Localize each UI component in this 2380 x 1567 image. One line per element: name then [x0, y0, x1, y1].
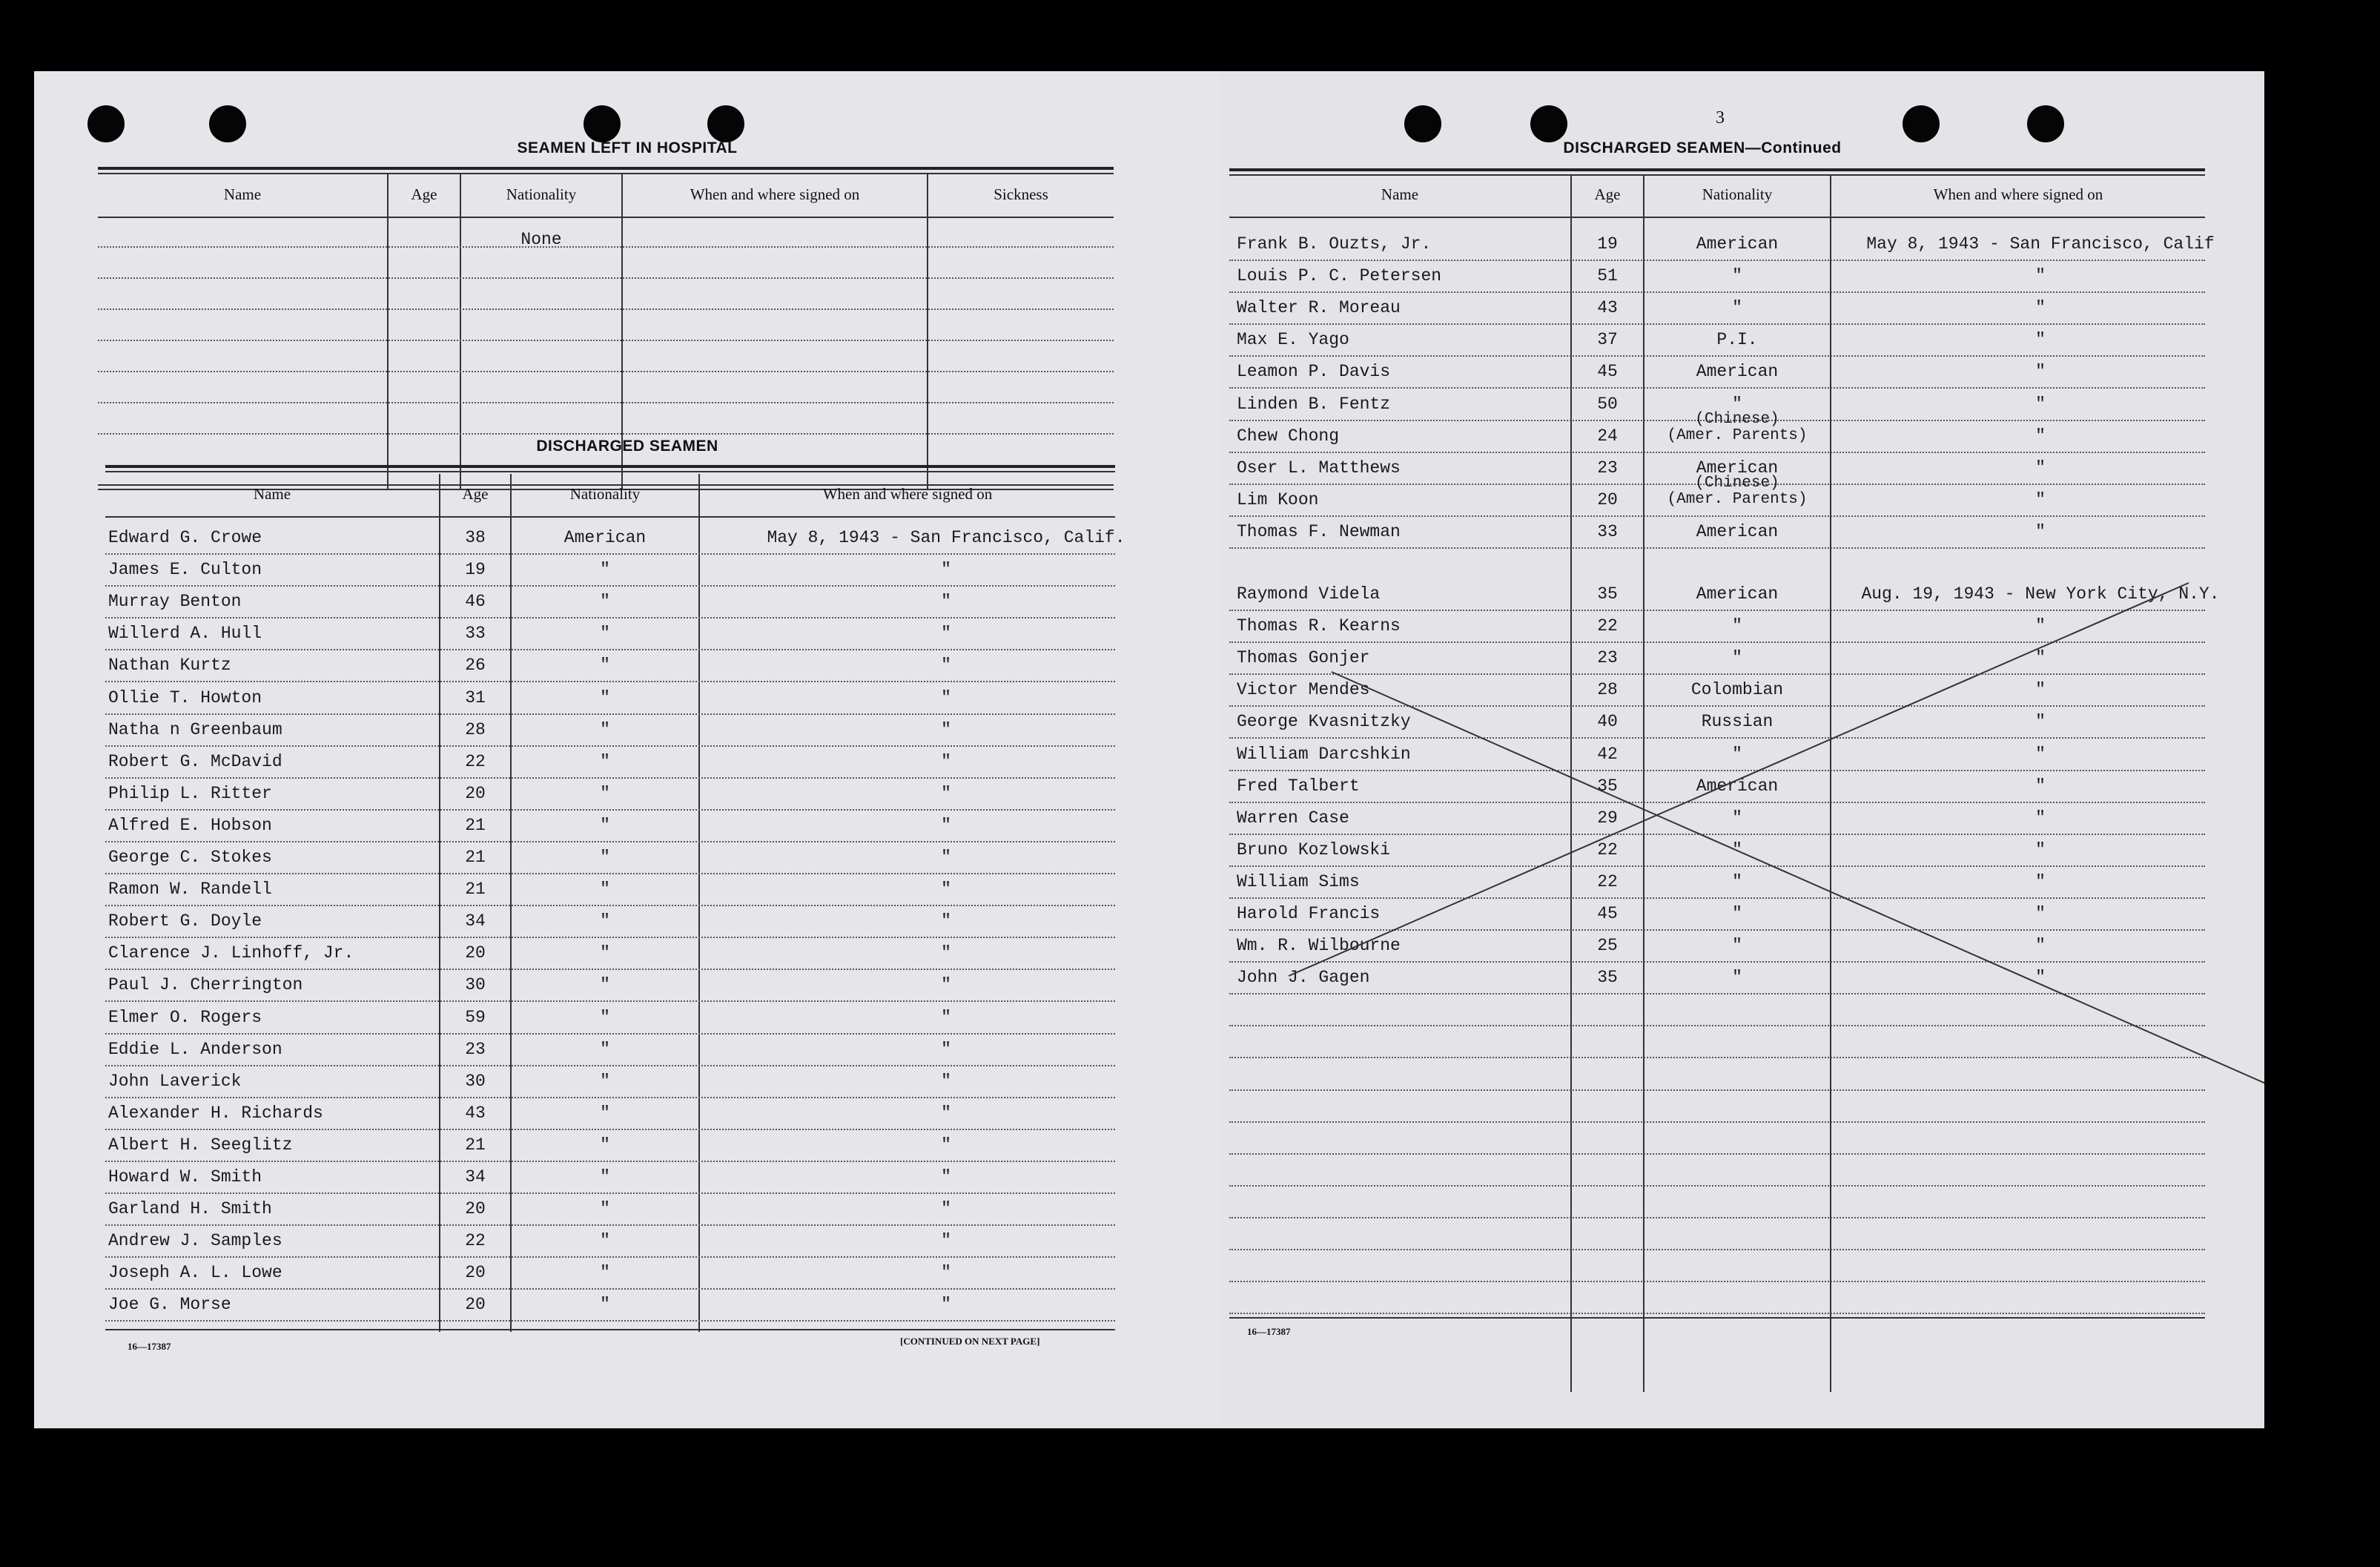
row-rule — [105, 1161, 1115, 1162]
cell-age: 34 — [465, 1167, 486, 1187]
row-rule — [98, 246, 1114, 248]
cell-name: Raymond Videla — [1237, 584, 1381, 604]
col-header-age: Age — [1594, 185, 1621, 203]
cell-signed-on: " — [2035, 458, 2046, 478]
cell-nationality: " — [1732, 744, 1742, 764]
cell-name: Thomas R. Kearns — [1237, 616, 1401, 636]
cell-signed-on: " — [2035, 936, 2046, 956]
cell-age: 20 — [465, 1295, 486, 1315]
cell-name: Fred Talbert — [1237, 776, 1360, 796]
cell-nationality: " — [600, 911, 610, 931]
cell-signed-on: " — [2035, 394, 2046, 414]
row-rule — [105, 1320, 1115, 1322]
right-page — [1220, 71, 2264, 1428]
cell-name: Andrew J. Samples — [108, 1231, 282, 1251]
hospital-entry: None — [520, 230, 562, 249]
cell-nationality: " — [600, 783, 610, 803]
row-rule — [98, 371, 1114, 372]
cell-signed-on: " — [941, 815, 951, 835]
cell-signed-on: " — [941, 1039, 951, 1059]
col-header-name: Name — [223, 185, 262, 203]
cell-nationality: " — [600, 848, 610, 867]
cell-nationality: " — [600, 1263, 610, 1283]
row-rule — [105, 905, 1115, 906]
cell-nationality: " — [600, 624, 610, 644]
col-header-signed-on: When and where signed on — [1933, 185, 2103, 203]
cell-name: Lim Koon — [1237, 489, 1319, 509]
cell-signed-on: " — [941, 975, 951, 995]
cell-nationality: " — [600, 880, 610, 900]
divider — [105, 471, 1115, 472]
cell-nationality: " — [600, 1295, 610, 1315]
cell-age: 21 — [465, 815, 486, 835]
cell-nationality: P.I. — [1716, 330, 1758, 350]
cell-name: Ollie T. Howton — [108, 687, 262, 707]
row-rule — [105, 777, 1115, 779]
cell-age: 22 — [465, 751, 486, 771]
cell-name: Joseph A. L. Lowe — [108, 1263, 282, 1283]
col-header-nationality: Nationality — [569, 485, 641, 503]
cell-nationality: American — [1696, 776, 1779, 796]
divider — [105, 1329, 1115, 1330]
cell-age: 21 — [465, 848, 486, 867]
col-header-name: Name — [253, 485, 291, 503]
cell-name: Frank B. Ouzts, Jr. — [1237, 234, 1432, 254]
cell-signed-on: Aug. 19, 1943 - New York City, N.Y. — [1861, 584, 2220, 604]
cell-name: Chew Chong — [1237, 426, 1340, 446]
cell-signed-on: " — [941, 1295, 951, 1315]
cell-nationality: " — [600, 1199, 610, 1219]
cross-out-marks — [1220, 71, 2264, 1428]
row-rule — [105, 585, 1115, 587]
cell-signed-on: " — [941, 848, 951, 867]
cell-signed-on: " — [2035, 712, 2046, 732]
cell-nationality: " — [600, 1071, 610, 1091]
cell-name: William Darcshkin — [1237, 744, 1411, 764]
cell-signed-on: " — [941, 911, 951, 931]
cell-nationality: " — [600, 975, 610, 995]
cell-name: Victor Mendes — [1237, 680, 1370, 700]
cell-signed-on: " — [941, 943, 951, 963]
cell-name: Willerd A. Hull — [108, 624, 262, 644]
col-header-nationality: Nationality — [1702, 185, 1773, 203]
row-rule — [105, 937, 1115, 938]
cell-signed-on: " — [2035, 776, 2046, 796]
cell-signed-on: " — [2035, 839, 2046, 860]
cell-nationality: " — [1732, 871, 1742, 891]
cell-nationality: American — [1696, 584, 1779, 604]
row-rule — [105, 1288, 1115, 1290]
row-rule — [105, 841, 1115, 842]
cell-signed-on: " — [941, 1103, 951, 1123]
cell-age: 34 — [465, 911, 486, 931]
col-header-signed-on: When and where signed on — [822, 485, 993, 503]
cell-age: 40 — [1597, 712, 1618, 732]
cell-nationality: " — [1732, 266, 1742, 286]
cell-age: 37 — [1597, 330, 1618, 350]
cell-name: William Sims — [1237, 871, 1360, 891]
cell-nationality: " — [600, 687, 610, 707]
hospital-title: SEAMEN LEFT IN HOSPITAL — [517, 139, 738, 156]
cell-name: Garland H. Smith — [108, 1199, 272, 1219]
page-number: 3 — [1716, 108, 1725, 128]
cell-signed-on: May 8, 1943 - San Francisco, Calif. — [767, 528, 1125, 547]
cell-age: 21 — [465, 880, 486, 900]
cell-nationality: Colombian — [1690, 680, 1784, 700]
cell-name: John Laverick — [108, 1071, 242, 1091]
divider — [98, 217, 1114, 218]
cell-name: Clarence J. Linhoff, Jr. — [108, 943, 354, 963]
cell-nationality: " — [600, 656, 610, 676]
row-rule — [105, 617, 1115, 618]
cell-age: 19 — [465, 560, 486, 580]
cell-nationality: " — [1732, 936, 1742, 956]
cell-name: Paul J. Cherrington — [108, 975, 303, 995]
cell-signed-on: " — [941, 1167, 951, 1187]
row-rule — [105, 681, 1115, 682]
row-rule — [105, 745, 1115, 747]
cell-name: Louis P. C. Petersen — [1237, 266, 1442, 286]
row-rule — [98, 340, 1114, 341]
cell-signed-on: " — [941, 719, 951, 739]
cell-name: Alexander H. Richards — [108, 1103, 323, 1123]
cell-signed-on: " — [2035, 489, 2046, 509]
col-header-nationality: Nationality — [506, 185, 577, 203]
row-rule — [105, 1097, 1115, 1098]
cross-out-line — [1289, 583, 2189, 976]
cell-signed-on: " — [941, 1135, 951, 1155]
col-header-age: Age — [411, 185, 437, 203]
cell-name: Warren Case — [1237, 808, 1349, 828]
cell-name: Nathan Kurtz — [108, 656, 231, 676]
cell-nationality: Russian — [1701, 712, 1774, 732]
cell-signed-on: " — [2035, 744, 2046, 764]
cell-signed-on: " — [941, 1231, 951, 1251]
cell-age: 30 — [465, 1071, 486, 1091]
cell-nationality: " — [600, 815, 610, 835]
cell-name: George C. Stokes — [108, 848, 272, 867]
row-rule — [98, 277, 1114, 279]
cell-nationality: " — [1732, 904, 1742, 923]
cell-name: Albert H. Seeglitz — [108, 1135, 293, 1155]
cell-nationality: " — [1732, 616, 1742, 636]
discharged-continued-title: DISCHARGED SEAMEN—Continued — [1563, 139, 1842, 156]
punch-hole — [707, 105, 744, 142]
form-number: 16—17387 — [128, 1341, 171, 1352]
cell-age: 20 — [465, 1199, 486, 1219]
cell-signed-on: " — [2035, 298, 2046, 318]
cell-age: 51 — [1597, 266, 1618, 286]
cell-nationality: " — [600, 1039, 610, 1059]
cell-age: 35 — [1597, 776, 1618, 796]
cell-signed-on: " — [2035, 426, 2046, 446]
cell-signed-on: " — [2035, 362, 2046, 382]
cell-name: James E. Culton — [108, 560, 262, 580]
column-rule — [387, 174, 389, 489]
cell-signed-on: " — [2035, 266, 2046, 286]
cell-age: 46 — [465, 592, 486, 612]
cell-age: 31 — [465, 687, 486, 707]
cell-signed-on: " — [941, 1007, 951, 1027]
row-rule — [98, 402, 1114, 403]
cell-nationality: " — [600, 560, 610, 580]
row-rule — [105, 713, 1115, 715]
cell-age: 20 — [465, 943, 486, 963]
cell-age: 43 — [1597, 298, 1618, 318]
cell-signed-on: " — [2035, 808, 2046, 828]
row-rule — [105, 1065, 1115, 1066]
cell-age: 45 — [1597, 904, 1618, 923]
cell-age: 45 — [1597, 362, 1618, 382]
divider — [105, 465, 1115, 468]
row-rule — [105, 1192, 1115, 1194]
row-rule — [105, 969, 1115, 970]
cell-signed-on: " — [941, 624, 951, 644]
cell-nationality: " — [1732, 394, 1742, 414]
cell-age: 23 — [1597, 648, 1618, 668]
continued-note: [CONTINUED ON NEXT PAGE] — [900, 1336, 1040, 1347]
cell-signed-on: " — [941, 687, 951, 707]
cell-signed-on: " — [2035, 616, 2046, 636]
row-rule — [105, 1129, 1115, 1130]
row-rule — [105, 809, 1115, 811]
cell-age: 21 — [465, 1135, 486, 1155]
cell-nationality: (Chinese) (Amer. Parents) — [1667, 474, 1808, 508]
cell-signed-on: " — [2035, 330, 2046, 350]
cell-name: Howard W. Smith — [108, 1167, 262, 1187]
cell-name: Philip L. Ritter — [108, 783, 272, 803]
cell-nationality: (Chinese) (Amer. Parents) — [1667, 410, 1808, 444]
cell-signed-on: " — [941, 880, 951, 900]
cell-age: 20 — [465, 783, 486, 803]
row-rule — [105, 1033, 1115, 1035]
cell-signed-on: " — [941, 1199, 951, 1219]
cell-name: Elmer O. Rogers — [108, 1007, 262, 1027]
cell-age: 38 — [465, 528, 486, 547]
cell-name: Murray Benton — [108, 592, 242, 612]
cell-signed-on: " — [941, 560, 951, 580]
cross-out-line — [1332, 672, 2264, 1084]
cell-name: Ramon W. Randell — [108, 880, 272, 900]
cell-signed-on: May 8, 1943 - San Francisco, Calif — [1866, 234, 2215, 254]
cell-nationality: " — [1732, 298, 1742, 318]
row-rule — [105, 1224, 1115, 1226]
col-header-name: Name — [1381, 185, 1419, 203]
divider — [98, 167, 1114, 170]
cell-age: 42 — [1597, 744, 1618, 764]
cell-age: 33 — [1597, 521, 1618, 541]
cell-age: 28 — [465, 719, 486, 739]
cell-nationality: " — [600, 1103, 610, 1123]
cell-age: 24 — [1597, 426, 1618, 446]
discharged-title: DISCHARGED SEAMEN — [536, 438, 718, 455]
cell-nationality: " — [600, 1135, 610, 1155]
cell-age: 28 — [1597, 680, 1618, 700]
divider — [105, 516, 1115, 518]
cell-nationality: American — [1696, 521, 1779, 541]
cell-nationality: " — [600, 1167, 610, 1187]
row-rule — [105, 649, 1115, 650]
cell-age: 22 — [1597, 839, 1618, 860]
cell-age: 29 — [1597, 808, 1618, 828]
cell-age: 50 — [1597, 394, 1618, 414]
cell-signed-on: " — [941, 656, 951, 676]
cell-nationality: " — [1732, 968, 1742, 988]
cell-name: Oser L. Matthews — [1237, 458, 1401, 478]
cell-nationality: American — [1696, 458, 1779, 478]
cell-age: 35 — [1597, 584, 1618, 604]
cell-age: 22 — [1597, 871, 1618, 891]
cell-name: Max E. Yago — [1237, 330, 1349, 350]
cell-name: John J. Gagen — [1237, 968, 1370, 988]
cell-nationality: " — [600, 719, 610, 739]
cell-signed-on: " — [941, 751, 951, 771]
cell-signed-on: " — [941, 1071, 951, 1091]
left-page — [34, 71, 1220, 1428]
cell-age: 23 — [465, 1039, 486, 1059]
cell-signed-on: " — [2035, 904, 2046, 923]
cell-nationality: " — [600, 943, 610, 963]
row-rule — [105, 1000, 1115, 1002]
col-header-age: Age — [462, 485, 489, 503]
cell-name: Robert G. McDavid — [108, 751, 282, 771]
row-rule — [105, 1256, 1115, 1258]
cell-age: 30 — [465, 975, 486, 995]
cell-age: 19 — [1597, 234, 1618, 254]
cell-age: 59 — [465, 1007, 486, 1027]
cell-name: Natha n Greenbaum — [108, 719, 282, 739]
cell-signed-on: " — [941, 592, 951, 612]
col-header-sickness: Sickness — [994, 185, 1048, 203]
cell-nationality: " — [1732, 839, 1742, 860]
col-header-signed-on: When and where signed on — [690, 185, 860, 203]
cell-name: Thomas F. Newman — [1237, 521, 1401, 541]
cell-age: 20 — [465, 1263, 486, 1283]
cell-age: 23 — [1597, 458, 1618, 478]
cell-nationality: " — [600, 592, 610, 612]
cell-name: Eddie L. Anderson — [108, 1039, 282, 1059]
divider — [98, 173, 1114, 174]
cell-name: Walter R. Moreau — [1237, 298, 1401, 318]
cell-signed-on: " — [2035, 680, 2046, 700]
cell-nationality: American — [1696, 234, 1779, 254]
cell-nationality: " — [600, 1231, 610, 1251]
cell-signed-on: " — [2035, 648, 2046, 668]
cell-nationality: " — [1732, 648, 1742, 668]
punch-hole — [209, 105, 246, 142]
cell-name: Linden B. Fentz — [1237, 394, 1391, 414]
cell-age: 26 — [465, 656, 486, 676]
cell-name: Thomas Gonjer — [1237, 648, 1370, 668]
cell-name: Bruno Kozlowski — [1237, 839, 1391, 860]
cell-name: Edward G. Crowe — [108, 528, 262, 547]
cell-nationality: " — [600, 1007, 610, 1027]
cell-signed-on: " — [2035, 521, 2046, 541]
punch-hole — [584, 105, 621, 142]
cell-signed-on: " — [2035, 968, 2046, 988]
cell-age: 35 — [1597, 968, 1618, 988]
punch-hole — [87, 105, 125, 142]
cell-signed-on: " — [941, 1263, 951, 1283]
cell-signed-on: " — [2035, 871, 2046, 891]
cell-name: Joe G. Morse — [108, 1295, 231, 1315]
cell-nationality: " — [600, 751, 610, 771]
row-rule — [98, 309, 1114, 310]
cell-nationality: " — [1732, 808, 1742, 828]
cell-age: 22 — [1597, 616, 1618, 636]
cell-name: Leamon P. Davis — [1237, 362, 1391, 382]
cell-signed-on: " — [941, 783, 951, 803]
row-rule — [98, 433, 1114, 435]
cell-age: 25 — [1597, 936, 1618, 956]
row-rule — [105, 873, 1115, 874]
column-rule — [927, 174, 928, 489]
cell-nationality: American — [563, 528, 647, 547]
cell-name: George Kvasnitzky — [1237, 712, 1411, 732]
cell-age: 33 — [465, 624, 486, 644]
cell-name: Wm. R. Wilbourne — [1237, 936, 1401, 956]
cell-age: 22 — [465, 1231, 486, 1251]
cell-name: Harold Francis — [1237, 904, 1381, 923]
cell-name: Robert G. Doyle — [108, 911, 262, 931]
cell-name: Alfred E. Hobson — [108, 815, 272, 835]
row-rule — [105, 553, 1115, 555]
cell-nationality: American — [1696, 362, 1779, 382]
column-rule — [698, 474, 700, 1332]
cell-age: 20 — [1597, 489, 1618, 509]
cell-age: 43 — [465, 1103, 486, 1123]
form-number: 16—17387 — [1247, 1326, 1291, 1337]
